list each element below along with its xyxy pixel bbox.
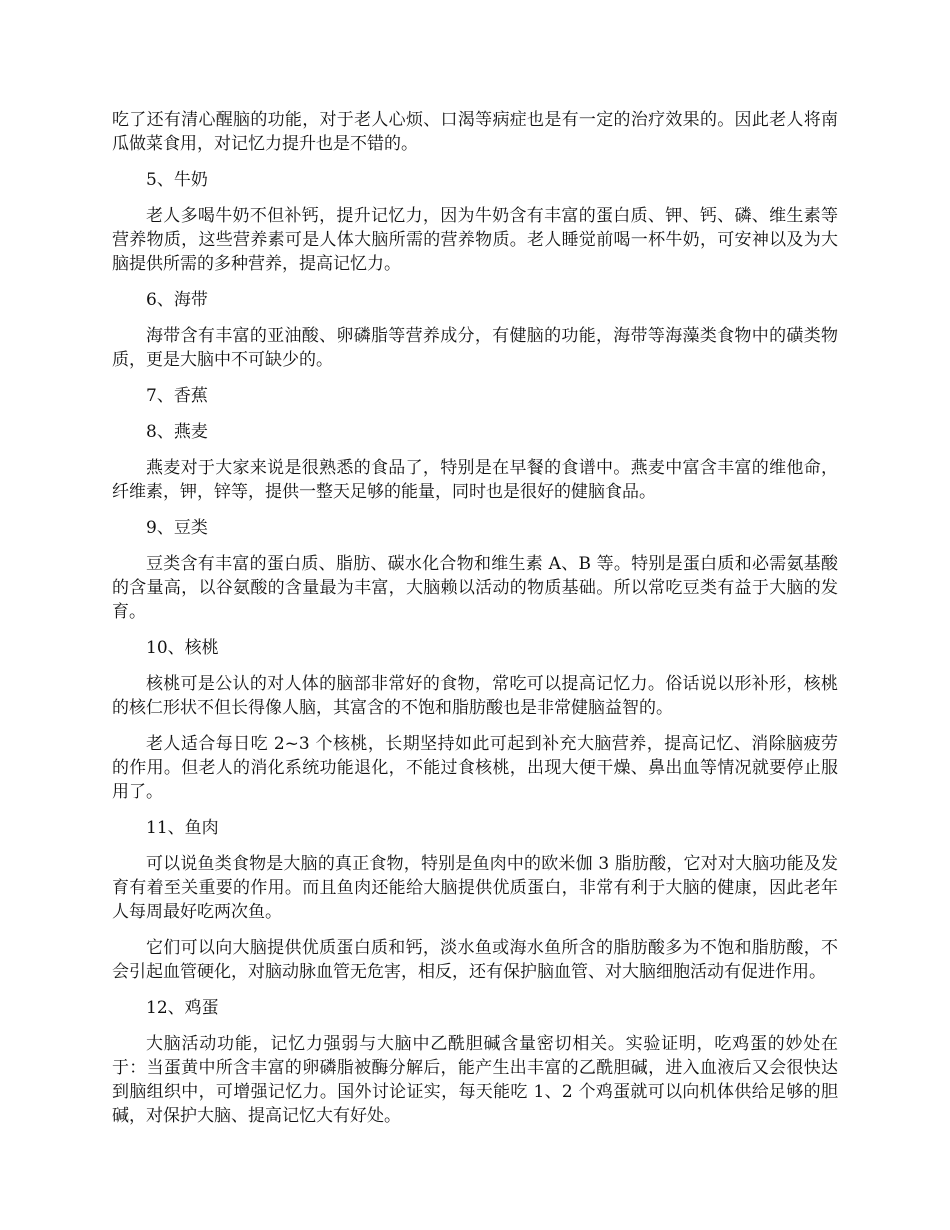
heading-beans: 9、豆类 bbox=[146, 518, 208, 538]
heading-fish: 11、鱼肉 bbox=[146, 818, 219, 838]
heading-egg: 12、鸡蛋 bbox=[146, 998, 219, 1018]
paragraph-egg: 大脑活动功能，记忆力强弱与大脑中乙酰胆碱含量密切相关。实验证明，吃鸡蛋的妙处在于：当蛋黄中所含丰富的卵磷脂被酶分解后，能产生出丰富的乙酰胆碱，进入血液后又会很快达到脑组织中，可增强记忆力。国外讨论证实，每天能吃 1、2 个鸡蛋就可以向机体供给足够的胆碱，对保护大脑、提高记忆大有好处。 bbox=[112, 1034, 838, 1126]
heading-kelp: 6、海带 bbox=[146, 290, 208, 310]
paragraph-fish-2: 它们可以向大脑提供优质蛋白质和钙，淡水鱼或海水鱼所含的脂肪酸多为不饱和脂肪酸，不会引起血管硬化，对脑动脉血管无危害，相反，还有保护脑血管、对大脑细胞活动有促进作用。 bbox=[112, 938, 838, 982]
paragraph-kelp: 海带含有丰富的亚油酸、卵磷脂等营养成分，有健脑的功能，海带等海藻类食物中的磺类物质，更是大脑中不可缺少的。 bbox=[112, 326, 838, 370]
paragraph-milk: 老人多喝牛奶不但补钙，提升记忆力，因为牛奶含有丰富的蛋白质、钾、钙、磷、维生素等营养物质，这些营养素可是人体大脑所需的营养物质。老人睡觉前喝一杯牛奶，可安神以及为大脑提供所需的多种营养，提高记忆力。 bbox=[112, 206, 838, 274]
paragraph-walnut-1: 核桃可是公认的对人体的脑部非常好的食物，常吃可以提高记忆力。俗话说以形补形，核桃的核仁形状不但长得像人脑，其富含的不饱和脂肪酸也是非常健脑益智的。 bbox=[112, 674, 838, 718]
heading-oats: 8、燕麦 bbox=[146, 422, 208, 442]
heading-banana: 7、香蕉 bbox=[146, 386, 208, 406]
paragraph-pumpkin-continued: 吃了还有清心醒脑的功能，对于老人心烦、口渴等病症也是有一定的治疗效果的。因此老人将南瓜做菜食用，对记忆力提升也是不错的。 bbox=[112, 110, 838, 154]
paragraph-fish-1: 可以说鱼类食物是大脑的真正食物，特别是鱼肉中的欧米伽 3 脂肪酸，它对对大脑功能及发育有着至关重要的作用。而且鱼肉还能给大脑提供优质蛋白，非常有利于大脑的健康，因此老年人每周最好吃两次鱼。 bbox=[112, 854, 838, 922]
paragraph-walnut-2: 老人适合每日吃 2~3 个核桃，长期坚持如此可起到补充大脑营养，提高记忆、消除脑疲劳的作用。但老人的消化系统功能退化，不能过食核桃，出现大便干燥、鼻出血等情况就要停止服用了。 bbox=[112, 734, 838, 802]
paragraph-beans: 豆类含有丰富的蛋白质、脂肪、碳水化合物和维生素 A、B 等。特别是蛋白质和必需氨基酸的含量高，以谷氨酸的含量最为丰富，大脑赖以活动的物质基础。所以常吃豆类有益于大脑的发育。 bbox=[112, 554, 838, 622]
paragraph-oats: 燕麦对于大家来说是很熟悉的食品了，特别是在早餐的食谱中。燕麦中富含丰富的维他命，纤维素，钾，锌等，提供一整天足够的能量，同时也是很好的健脑食品。 bbox=[112, 458, 838, 502]
heading-milk: 5、牛奶 bbox=[146, 170, 208, 190]
document-page bbox=[112, 108, 838, 1140]
heading-walnut: 10、核桃 bbox=[146, 638, 219, 658]
